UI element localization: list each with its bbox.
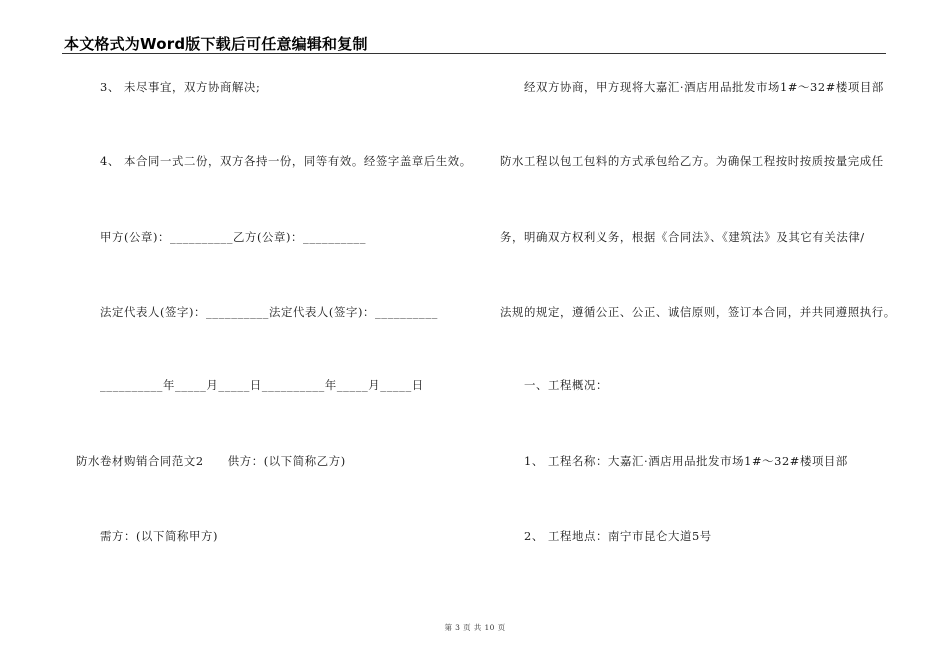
document-header-title: 本文格式为Word版下载后可任意编辑和复制 (64, 35, 368, 53)
contract-intro-line-1: 经双方协商，甲方现将大嘉汇·酒店用品批发市场1#～32#楼项目部 (524, 80, 884, 94)
header-divider (62, 53, 886, 54)
project-overview-heading: 一、工程概况： (524, 378, 608, 392)
project-location-line: 2、 工程地点：南宁市昆仑大道5号 (524, 529, 712, 543)
contract-intro-line-4: 法规的规定，遵循公正、公正、诚信原则，签订本合同，并共同遵照执行。 (500, 305, 896, 319)
project-name-line: 1、 工程名称：大嘉汇·酒店用品批发市场1#～32#楼项目部 (524, 454, 848, 468)
signature-seal-line: 甲方(公章)：__________乙方(公章)：__________ (100, 230, 366, 244)
clause-4: 4、 本合同一式二份，双方各持一份，同等有效。经签字盖章后生效。 (100, 154, 472, 168)
contract-intro-line-3: 务，明确双方权利义务，根据《合同法》、《建筑法》及其它有关法律/ (500, 230, 865, 244)
page-number-footer: 第 3 页 共 10 页 (444, 623, 506, 632)
signature-representative-line: 法定代表人(签字)：__________法定代表人(签字)：__________ (100, 305, 438, 319)
clause-3: 3、 未尽事宜，双方协商解决; (100, 80, 261, 94)
buyer-line: 需方：(以下简称甲方) (100, 529, 219, 543)
contract-intro-line-2: 防水工程以包工包料的方式承包给乙方。为确保工程按时按质按量完成任 (500, 154, 884, 168)
signature-date-line: __________年_____月_____日__________年_____月_____日 (100, 378, 424, 392)
document-section-title: 防水卷材购销合同范文2 供方：(以下简称乙方) (76, 454, 346, 468)
